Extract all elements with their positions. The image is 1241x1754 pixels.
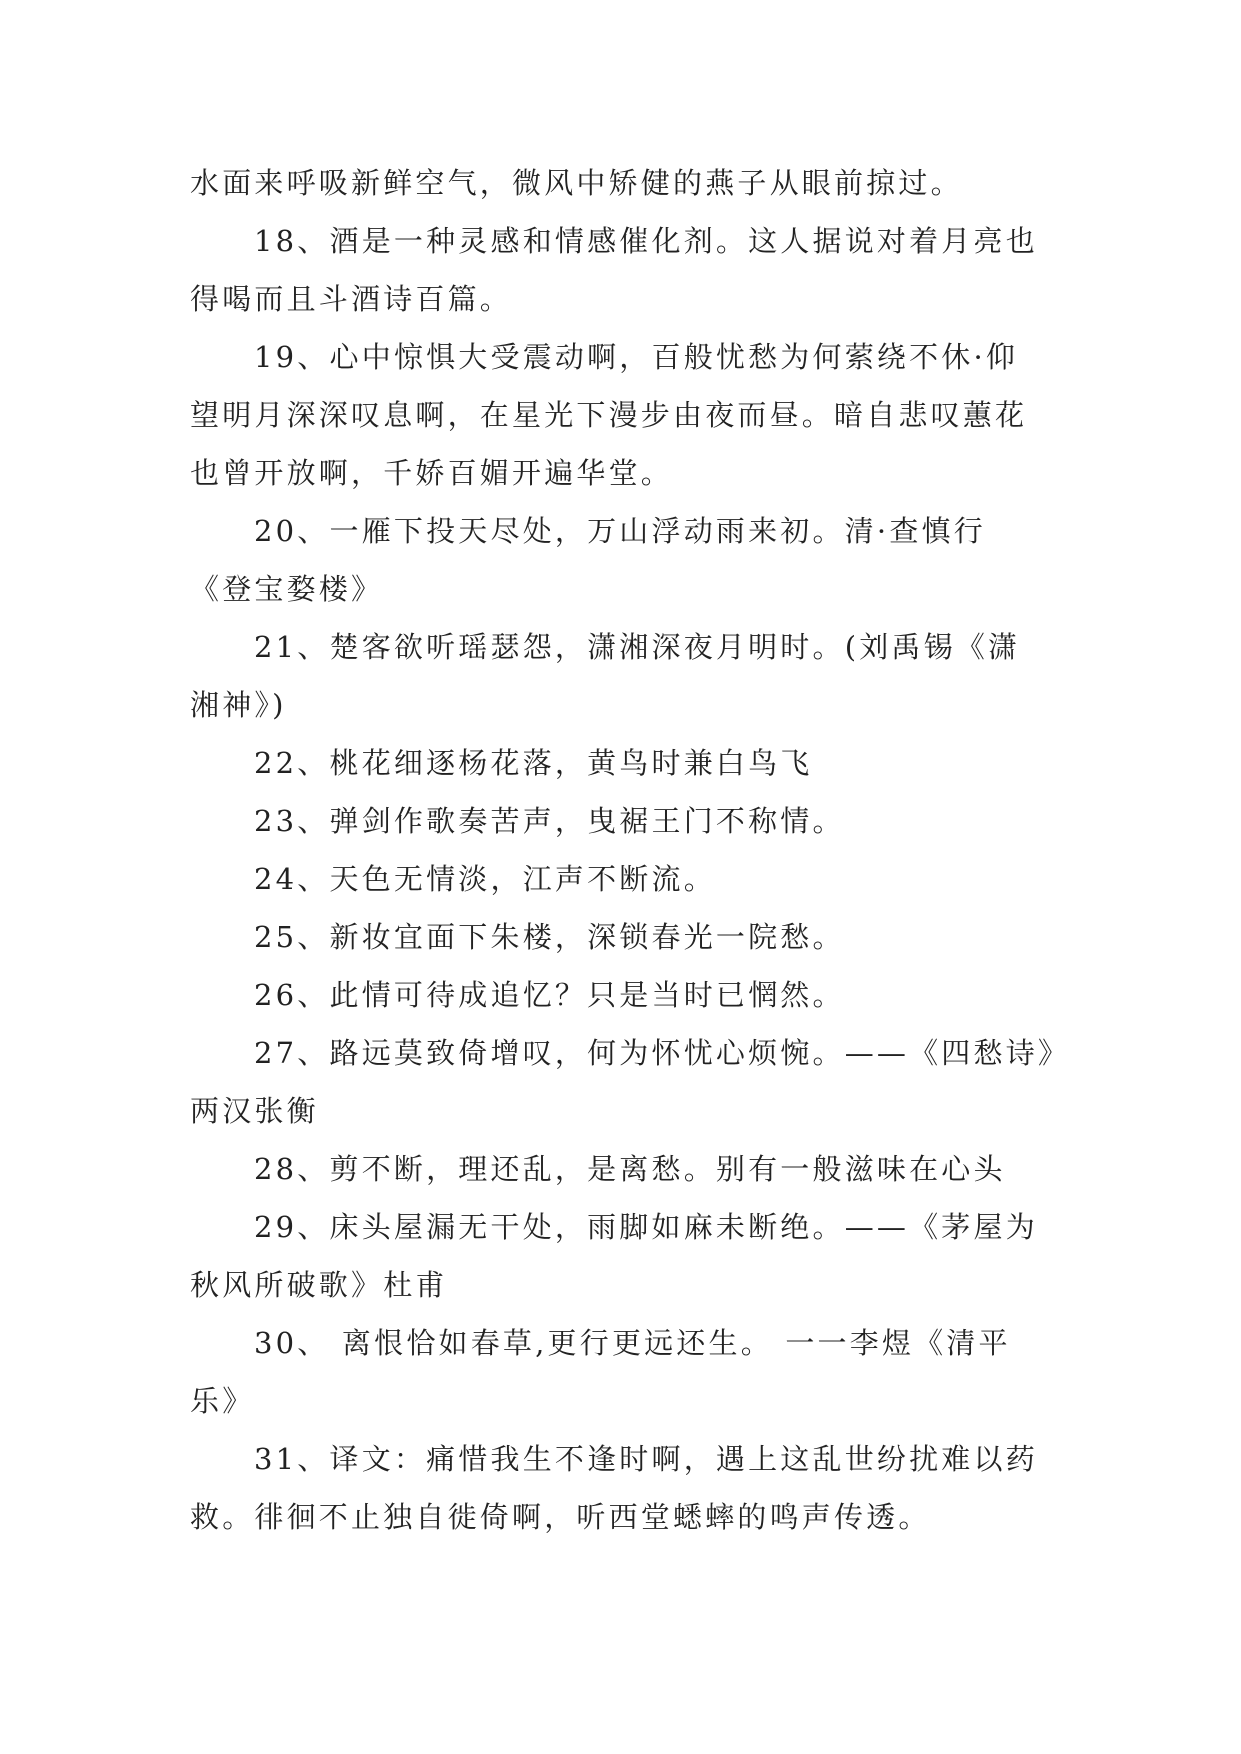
- text-line: 18、酒是一种灵感和情感催化剂。这人据说对着月亮也: [254, 224, 1038, 258]
- text-line: 乐》: [190, 1384, 255, 1418]
- text-line: 31、译文：痛惜我生不逢时啊，遇上这乱世纷扰难以药: [254, 1442, 1038, 1476]
- text-line: 两汉张衡: [190, 1094, 319, 1128]
- text-line: 28、剪不断，理还乱，是离愁。别有一般滋味在心头: [254, 1152, 1006, 1186]
- text-line: 21、楚客欲听瑶瑟怨，潇湘深夜月明时。(刘禹锡《潇: [254, 630, 1021, 664]
- text-line: 得喝而且斗酒诗百篇。: [190, 282, 513, 316]
- text-line: 20、一雁下投天尽处，万山浮动雨来初。清·查慎行: [254, 514, 986, 548]
- text-line: 26、此情可待成追忆？只是当时已惘然。: [254, 978, 845, 1012]
- text-line: 19、心中惊惧大受震动啊，百般忧愁为何萦绕不休·仰: [254, 340, 1019, 374]
- text-line: 《登宝婺楼》: [190, 572, 384, 606]
- text-line: 湘神》): [190, 688, 287, 722]
- text-line: 24、天色无情淡，江声不断流。: [254, 862, 716, 896]
- text-line: 27、路远莫致倚增叹，何为怀忧心烦惋。——《四愁诗》: [254, 1036, 1071, 1070]
- document-body: [190, 154, 1071, 1546]
- text-line: 23、弹剑作歌奏苦声，曳裾王门不称情。: [254, 804, 845, 838]
- text-line: 25、新妆宜面下朱楼，深锁春光一院愁。: [254, 920, 845, 954]
- text-line: 30、 离恨恰如春草,更行更远还生。 一一李煜《清平: [254, 1326, 1011, 1360]
- text-line: 望明月深深叹息啊，在星光下漫步由夜而昼。暗自悲叹蕙花: [190, 398, 1028, 432]
- text-line: 29、床头屋漏无干处，雨脚如麻未断绝。——《茅屋为: [254, 1210, 1038, 1244]
- text-line: 也曾开放啊，千娇百媚开遍华堂。: [190, 456, 674, 490]
- text-line: 水面来呼吸新鲜空气，微风中矫健的燕子从眼前掠过。: [190, 166, 963, 200]
- text-line: 秋风所破歌》杜甫: [190, 1268, 448, 1302]
- text-line: 22、桃花细逐杨花落，黄鸟时兼白鸟飞: [254, 746, 813, 780]
- text-line: 救。徘徊不止独自徙倚啊，听西堂蟋蟀的鸣声传透。: [190, 1500, 931, 1534]
